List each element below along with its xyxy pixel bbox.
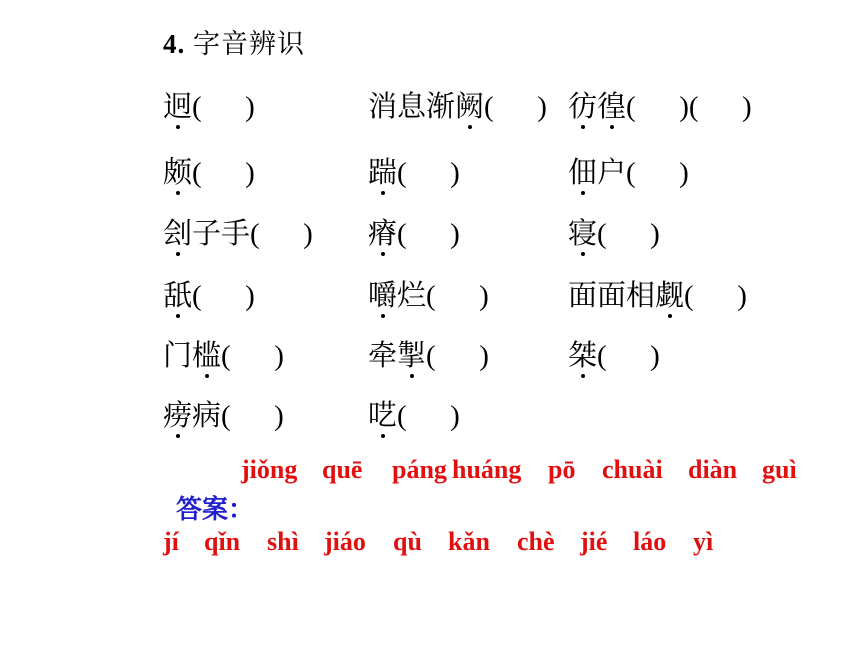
dotted-character: 槛 bbox=[192, 336, 221, 376]
item-answer-blank: ( ) bbox=[192, 91, 255, 123]
dotted-character: 佃 bbox=[568, 153, 597, 193]
dotted-character: 瘠 bbox=[368, 214, 397, 254]
item-answer-blank: ( ) bbox=[597, 218, 660, 250]
exercise-item bbox=[163, 153, 255, 193]
pinyin-answer: jiǒng bbox=[241, 455, 298, 484]
item-answer-blank: ( ) bbox=[397, 400, 460, 432]
item-answer-blank: 子手( ) bbox=[192, 218, 313, 250]
dotted-character: 踹 bbox=[368, 153, 397, 193]
dotted-character: 彷 bbox=[568, 87, 597, 127]
exercise-item bbox=[368, 276, 489, 316]
exercise-item bbox=[163, 87, 255, 127]
item-prefix: 消息渐 bbox=[368, 91, 456, 123]
item-answer-blank: ( ) bbox=[484, 91, 547, 123]
exercise-item bbox=[568, 87, 752, 127]
exercise-item bbox=[163, 214, 313, 254]
pinyin-answer: láo bbox=[633, 527, 667, 556]
pinyin-answer: pō bbox=[548, 455, 576, 484]
exercise-item bbox=[163, 336, 284, 376]
item-prefix: 牵 bbox=[368, 340, 398, 372]
answer-line-1 bbox=[163, 450, 797, 524]
pinyin-answer: huáng bbox=[452, 455, 522, 484]
item-answer-blank: ( ) bbox=[221, 340, 284, 372]
pinyin-answer: páng bbox=[392, 455, 447, 484]
exercise-item bbox=[568, 276, 747, 316]
exercise-item bbox=[568, 336, 660, 376]
dotted-character: 刽 bbox=[163, 214, 192, 254]
dotted-character: 颇 bbox=[163, 153, 192, 193]
dotted-character: 嚼 bbox=[368, 276, 397, 316]
dotted-character: 舐 bbox=[163, 276, 192, 316]
item-answer-blank: 烂( ) bbox=[397, 280, 489, 312]
pinyin-answer: yì bbox=[693, 527, 714, 556]
section-title-text: 字音辨识 bbox=[193, 29, 305, 59]
dotted-character: 寝 bbox=[568, 214, 597, 254]
exercise-item bbox=[368, 336, 489, 376]
pinyin-answer: qù bbox=[393, 527, 422, 556]
pinyin-answer: jiáo bbox=[324, 527, 366, 556]
item-answer-blank: 户( ) bbox=[597, 157, 689, 189]
dotted-character: 呓 bbox=[368, 396, 397, 436]
dotted-character: 觑 bbox=[655, 276, 684, 316]
exercise-item bbox=[368, 396, 460, 436]
dotted-character: 痨 bbox=[163, 396, 192, 436]
item-answer-blank: ( ) bbox=[192, 157, 255, 189]
item-answer-blank: ( ) bbox=[192, 280, 255, 312]
pinyin-answer: chè bbox=[517, 527, 555, 556]
pinyin-answer: shì bbox=[267, 527, 299, 556]
pinyin-answer: diàn bbox=[688, 455, 738, 484]
pinyin-answer: kǎn bbox=[448, 527, 490, 556]
item-prefix: 门 bbox=[163, 340, 193, 372]
dotted-character: 掣 bbox=[397, 336, 426, 376]
exercise-item bbox=[368, 87, 547, 127]
section-title bbox=[163, 22, 305, 61]
dotted-character: 徨 bbox=[597, 87, 626, 127]
dotted-character: 阙 bbox=[455, 87, 484, 127]
item-answer-blank: ( ) bbox=[684, 280, 747, 312]
item-prefix: 面面相 bbox=[568, 280, 656, 312]
item-answer-blank: ( )( ) bbox=[626, 91, 752, 123]
pinyin-answer: quē bbox=[322, 455, 363, 484]
exercise-item bbox=[368, 153, 460, 193]
exercise-item bbox=[568, 153, 689, 193]
pinyin-answer: jié bbox=[580, 527, 608, 556]
pinyin-answer: qǐn bbox=[204, 527, 241, 556]
item-answer-blank: 病( ) bbox=[192, 400, 284, 432]
exercise-item bbox=[163, 396, 284, 436]
exercise-item bbox=[568, 214, 660, 254]
pinyin-answer: jí bbox=[163, 527, 179, 556]
item-answer-blank: ( ) bbox=[426, 340, 489, 372]
item-answer-blank: ( ) bbox=[397, 218, 460, 250]
answer-label: 答案： bbox=[176, 495, 255, 524]
exercise-item bbox=[368, 214, 460, 254]
item-answer-blank: ( ) bbox=[597, 340, 660, 372]
item-answer-blank: ( ) bbox=[397, 157, 460, 189]
dotted-character: 迥 bbox=[163, 87, 192, 127]
exercise-item bbox=[163, 276, 255, 316]
section-number: 4. bbox=[163, 29, 186, 59]
pinyin-answer: chuài bbox=[602, 455, 663, 484]
pinyin-answer: guì bbox=[762, 455, 797, 484]
dotted-character: 桀 bbox=[568, 336, 597, 376]
